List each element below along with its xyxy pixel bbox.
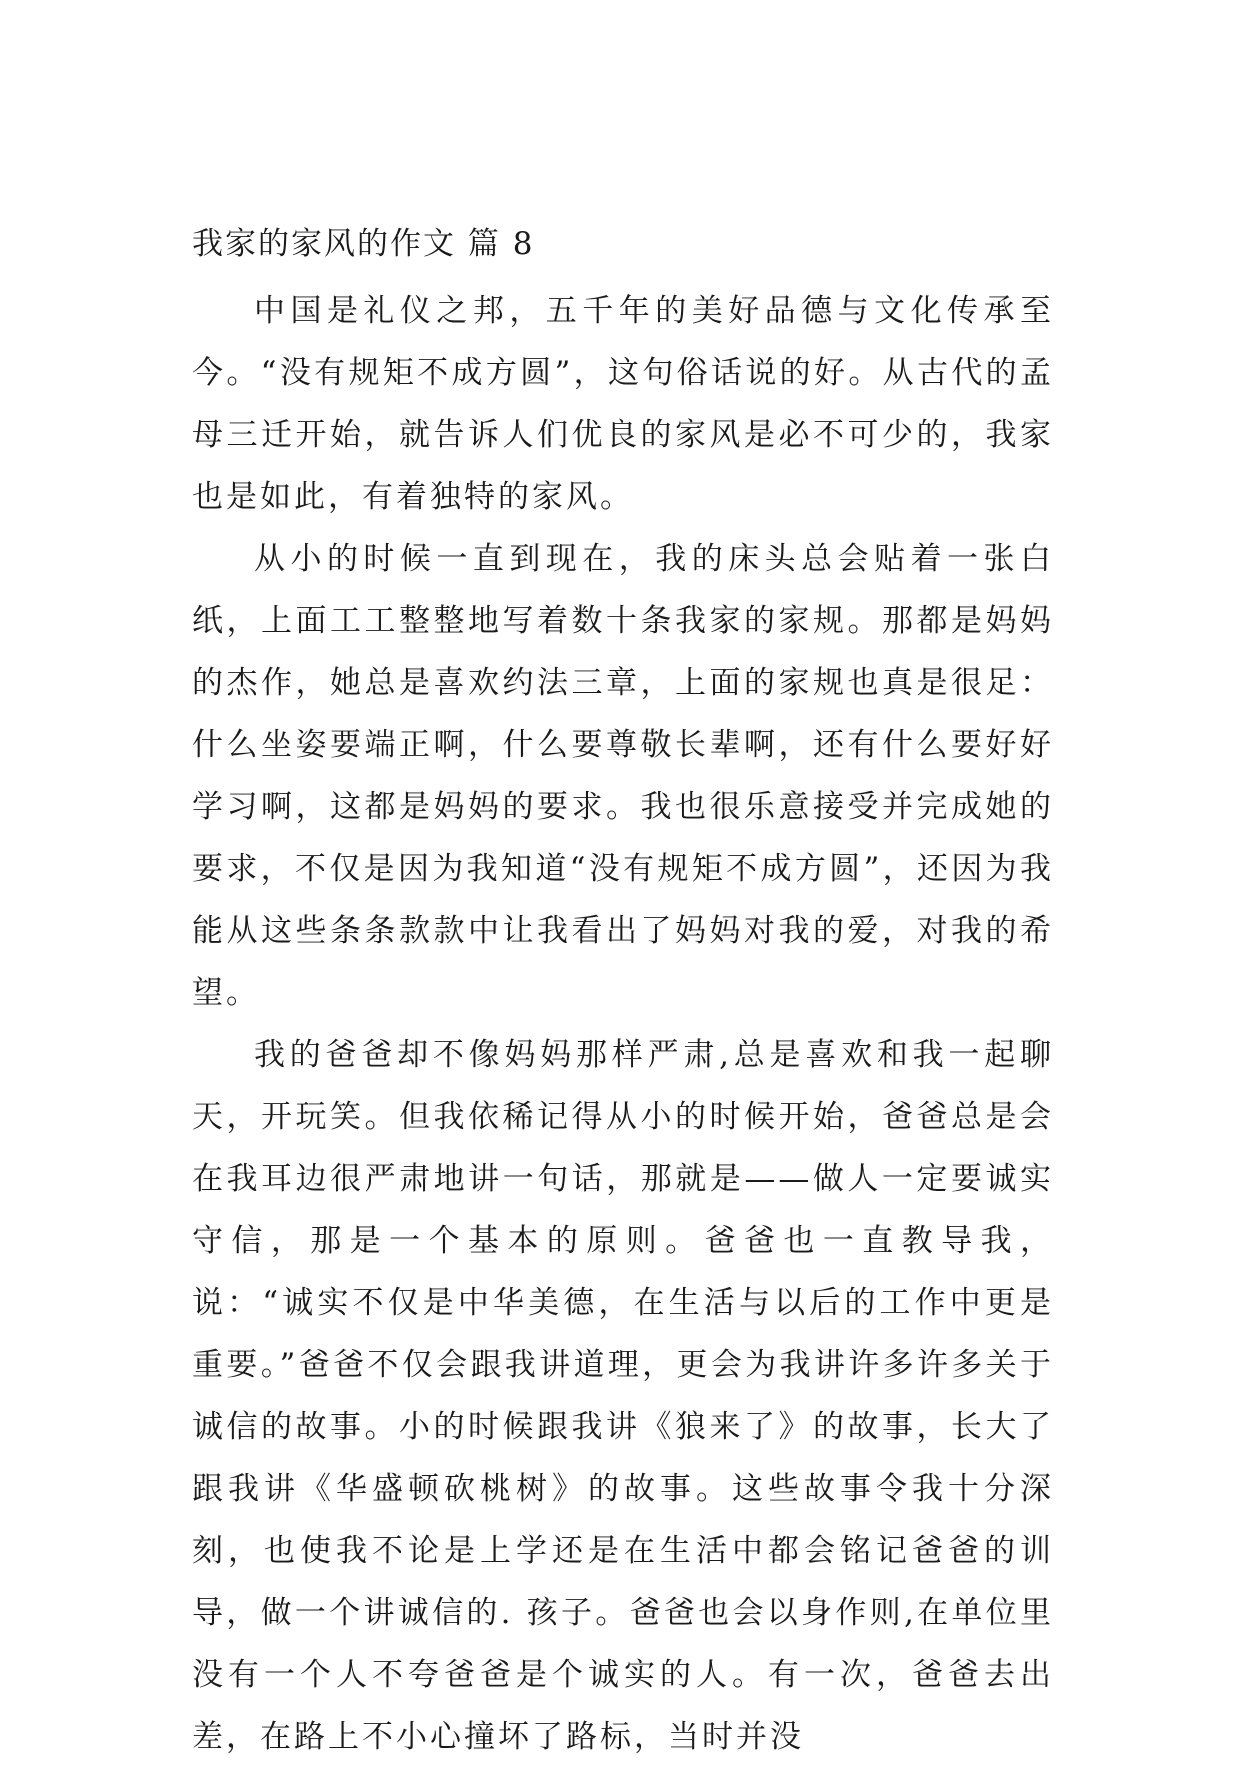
paragraph-2: 从小的时候一直到现在，我的床头总会贴着一张白纸，上面工工整整地写着数十条我家的家规。那都是妈妈的杰作，她总是喜欢约法三章，上面的家规也真是很足：什么坐姿要端正啊，什么要尊敬长辈啊，还有什么要好好学习啊，这都是妈妈的要求。我也很乐意接受并完成她的要求，不仅是因为我知道“没有规矩不成方圆”，还因为我能从这些条条款款中让我看出了妈妈对我的爱，对我的希望。 [192, 541, 1054, 1011]
paragraph-3: 我的爸爸却不像妈妈那样严肃,总是喜欢和我一起聊天，开玩笑。但我依稀记得从小的时候开始，爸爸总是会在我耳边很严肃地讲一句话，那就是——做人一定要诚实守信，那是一个基本的原则。爸爸也一直教导我，说：“诚实不仅是中华美德，在生活与以后的工作中更是重要。”爸爸不仅会跟我讲道理，更会为我讲许多许多关于诚信的故事。小的时候跟我讲《狼来了》的故事，长大了跟我讲《华盛顿砍桃树》的故事。这些故事令我十分深刻，也使我不论是上学还是在生活中都会铭记爸爸的训导，做一个讲诚信的. 孩子。爸爸也会以身作则,在单位里没有一个人不夸爸爸是个诚实的人。有一次，爸爸去出差，在路上不小心撞坏了路标，当时并没 [192, 1037, 1054, 1755]
document-title: 我家的家风的作文 篇 8 [192, 226, 535, 262]
document-body [192, 222, 1054, 1768]
paragraph-1: 中国是礼仪之邦，五千年的美好品德与文化传承至今。“没有规矩不成方圆”，这句俗话说的好。从古代的孟母三迁开始，就告诉人们优良的家风是必不可少的，我家也是如此，有着独特的家风。 [192, 293, 1054, 515]
